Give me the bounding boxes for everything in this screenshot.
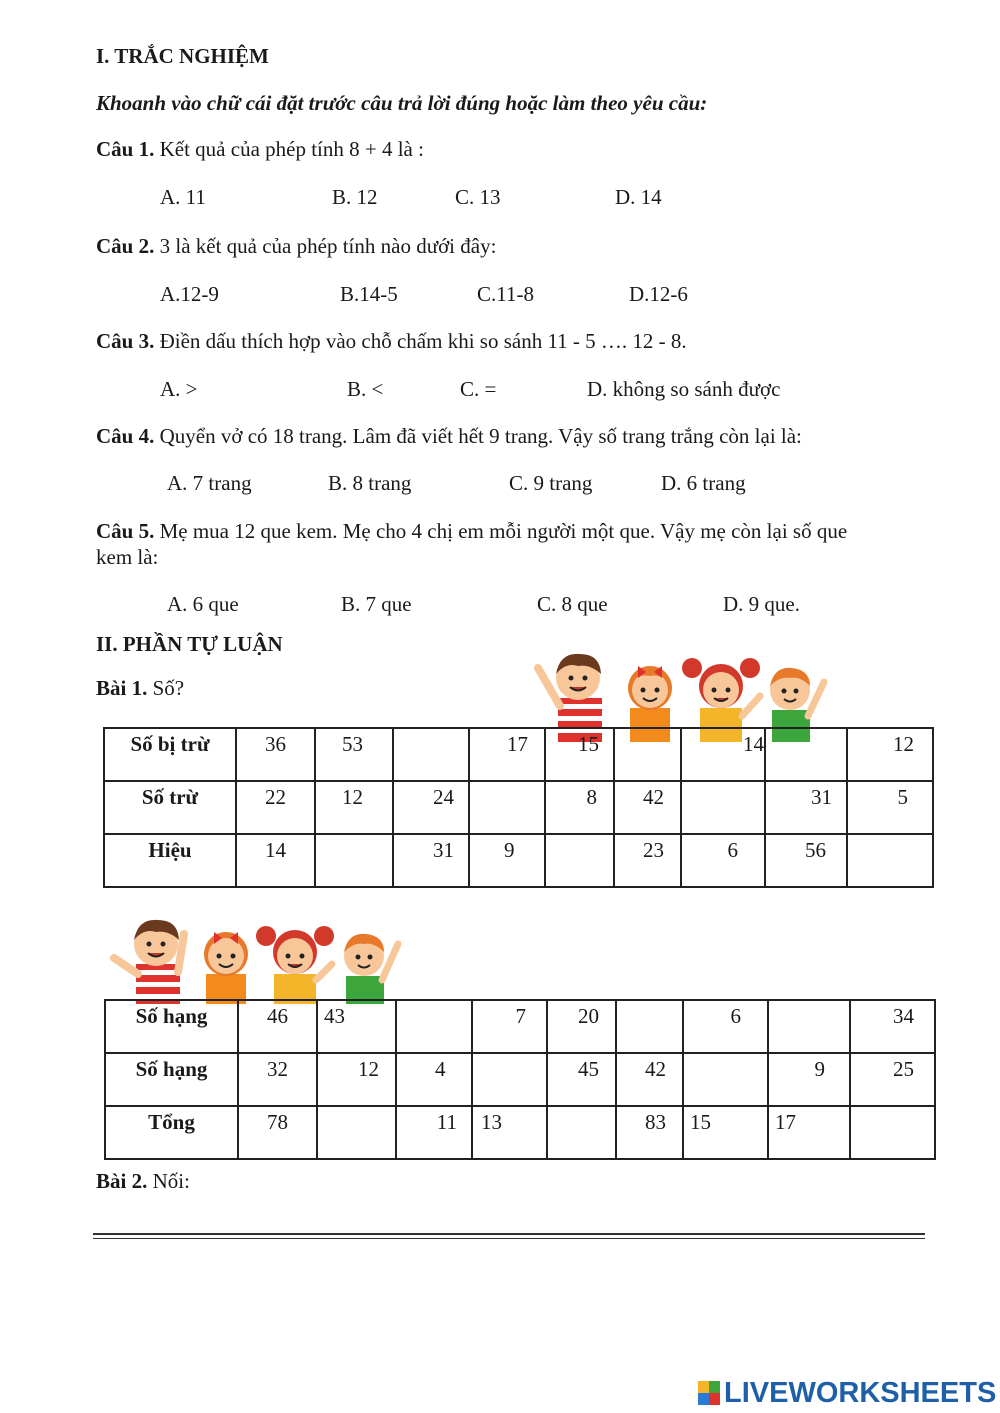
table-cell: 12 — [317, 1053, 396, 1106]
question-text: Điền dấu thích hợp vào chỗ chấm khi so sánh 11 - 5 …. 12 - 8. — [159, 329, 687, 353]
option-d[interactable]: D. 6 trang — [661, 471, 746, 495]
table-cell-blank[interactable] — [469, 781, 545, 834]
exercise-text: Số? — [152, 676, 185, 700]
bai-2 — [96, 1169, 190, 1194]
option-d[interactable]: D.12-6 — [629, 282, 688, 306]
option-a[interactable]: A. 6 que — [167, 592, 239, 616]
table-cell: 24 — [393, 781, 469, 834]
kids-illustration-icon — [106, 914, 411, 1004]
exercise-label: Bài 1. — [96, 676, 148, 700]
table-cell: 83 — [616, 1106, 683, 1159]
question-label: Câu 2. — [96, 234, 155, 258]
row-header: Số bị trừ — [104, 728, 236, 781]
option-b[interactable]: B. 8 trang — [328, 471, 412, 495]
table-cell: 9 — [469, 834, 545, 887]
instruction: Khoanh vào chữ cái đặt trước câu trả lời đúng hoặc làm theo yêu cầu: — [96, 91, 708, 115]
option-b[interactable]: B.14-5 — [340, 282, 398, 306]
table-cell-blank[interactable] — [614, 728, 681, 781]
divider — [93, 1238, 925, 1239]
option-c[interactable]: C. 8 que — [537, 592, 608, 616]
option-a[interactable]: A. > — [160, 377, 198, 401]
table-cell: 12 — [847, 728, 933, 781]
table-cell: 31 — [393, 834, 469, 887]
option-b[interactable]: B. 7 que — [341, 592, 412, 616]
row-header: Hiệu — [104, 834, 236, 887]
table-cell: 36 — [236, 728, 315, 781]
table-cell: 6 — [681, 834, 765, 887]
table-cell-blank[interactable] — [683, 1053, 768, 1106]
kid-boy-icon — [114, 920, 184, 1004]
option-a[interactable]: A.12-9 — [160, 282, 219, 306]
kid-girl-icon — [204, 932, 248, 1004]
question-text: Mẹ mua 12 que kem. Mẹ cho 4 chị em mỗi người một que. Vậy mẹ còn lại số que kem là: — [96, 519, 848, 569]
option-c[interactable]: C. 9 trang — [509, 471, 593, 495]
kid-girl-pigtails-icon — [256, 926, 334, 1004]
table-row — [105, 1106, 935, 1159]
kid-boy-green-icon — [344, 934, 398, 1004]
table-cell-blank[interactable] — [847, 834, 933, 887]
table-row — [104, 728, 933, 781]
table-cell-blank[interactable] — [765, 728, 847, 781]
option-c[interactable]: C. 13 — [455, 185, 501, 209]
table-cell: 6 — [683, 1000, 768, 1053]
table-row — [104, 781, 933, 834]
table-cell: 42 — [614, 781, 681, 834]
table-cell: 17 — [469, 728, 545, 781]
row-header: Số hạng — [105, 1053, 238, 1106]
table-cell: 15 — [683, 1106, 768, 1159]
table-cell: 17 — [768, 1106, 850, 1159]
table-cell: 15 — [545, 728, 614, 781]
table-cell-blank[interactable] — [616, 1000, 683, 1053]
table-cell: 56 — [765, 834, 847, 887]
question-label: Câu 3. — [96, 329, 155, 353]
table-cell: 9 — [768, 1053, 850, 1106]
divider — [93, 1233, 925, 1235]
table-cell: 32 — [238, 1053, 317, 1106]
subtraction-table — [103, 727, 934, 888]
question-2 — [96, 234, 496, 259]
section-title-2: II. PHẦN TỰ LUẬN — [96, 632, 283, 656]
table-cell: 7 — [472, 1000, 547, 1053]
question-text: 3 là kết quả của phép tính nào dưới đây: — [159, 234, 497, 258]
table-cell: 5 — [847, 781, 933, 834]
option-b[interactable]: B. 12 — [332, 185, 378, 209]
row-header: Số hạng — [105, 1000, 238, 1053]
exercise-label: Bài 2. — [96, 1169, 148, 1193]
table-row — [104, 834, 933, 887]
table-cell: 46 — [238, 1000, 317, 1053]
question-text: Quyển vở có 18 trang. Lâm đã viết hết 9 trang. Vậy số trang trắng còn lại là: — [159, 424, 802, 448]
table-cell-blank[interactable] — [545, 834, 614, 887]
option-d[interactable]: D. không so sánh được — [587, 377, 781, 401]
logo-text: LIVEWORKSHEETS — [724, 1376, 997, 1409]
table-cell: 78 — [238, 1106, 317, 1159]
row-header: Tổng — [105, 1106, 238, 1159]
liveworksheets-logo — [698, 1376, 996, 1410]
table-row — [105, 1053, 935, 1106]
table-cell: 53 — [315, 728, 393, 781]
option-c[interactable]: C. = — [460, 377, 497, 401]
table-cell: 12 — [315, 781, 393, 834]
exercise-text: Nối: — [152, 1169, 190, 1193]
addition-table — [104, 999, 936, 1160]
question-label: Câu 1. — [96, 137, 155, 161]
option-b[interactable]: B. < — [347, 377, 384, 401]
table-cell-blank[interactable] — [547, 1106, 616, 1159]
option-d[interactable]: D. 9 que. — [723, 592, 800, 616]
bai-1 — [96, 676, 184, 701]
option-a[interactable]: A. 11 — [160, 185, 206, 209]
table-cell-blank[interactable] — [317, 1106, 396, 1159]
row-header: Số trừ — [104, 781, 236, 834]
question-3 — [96, 329, 687, 354]
question-label: Câu 5. — [96, 519, 155, 543]
table-cell: 25 — [850, 1053, 935, 1106]
question-label: Câu 4. — [96, 424, 155, 448]
question-text: Kết quả của phép tính 8 + 4 là : — [159, 137, 424, 161]
option-a[interactable]: A. 7 trang — [167, 471, 252, 495]
table-cell-blank[interactable] — [393, 728, 469, 781]
table-cell: 13 — [472, 1106, 547, 1159]
table-cell: 42 — [616, 1053, 683, 1106]
table-row — [105, 1000, 935, 1053]
table-cell: 31 — [765, 781, 847, 834]
table-cell-blank[interactable] — [396, 1000, 472, 1053]
table-cell-blank[interactable] — [850, 1106, 935, 1159]
table-cell: 45 — [547, 1053, 616, 1106]
table-cell: 34 — [850, 1000, 935, 1053]
question-1 — [96, 137, 424, 162]
option-c[interactable]: C.11-8 — [477, 282, 534, 306]
table-cell-blank[interactable] — [472, 1053, 547, 1106]
table-cell: 14 — [681, 728, 765, 781]
table-cell-blank[interactable] — [768, 1000, 850, 1053]
table-cell: 43 — [317, 1000, 396, 1053]
section-title-1: I. TRẮC NGHIỆM — [96, 44, 269, 68]
table-cell: 4 — [396, 1053, 472, 1106]
table-cell: 14 — [236, 834, 315, 887]
table-cell: 22 — [236, 781, 315, 834]
table-cell: 8 — [545, 781, 614, 834]
question-5 — [96, 518, 886, 570]
liveworksheets-logo-icon — [698, 1381, 720, 1405]
table-cell: 11 — [396, 1106, 472, 1159]
table-cell-blank[interactable] — [315, 834, 393, 887]
question-4 — [96, 424, 802, 449]
table-cell-blank[interactable] — [681, 781, 765, 834]
table-cell: 23 — [614, 834, 681, 887]
table-cell: 20 — [547, 1000, 616, 1053]
option-d[interactable]: D. 14 — [615, 185, 662, 209]
